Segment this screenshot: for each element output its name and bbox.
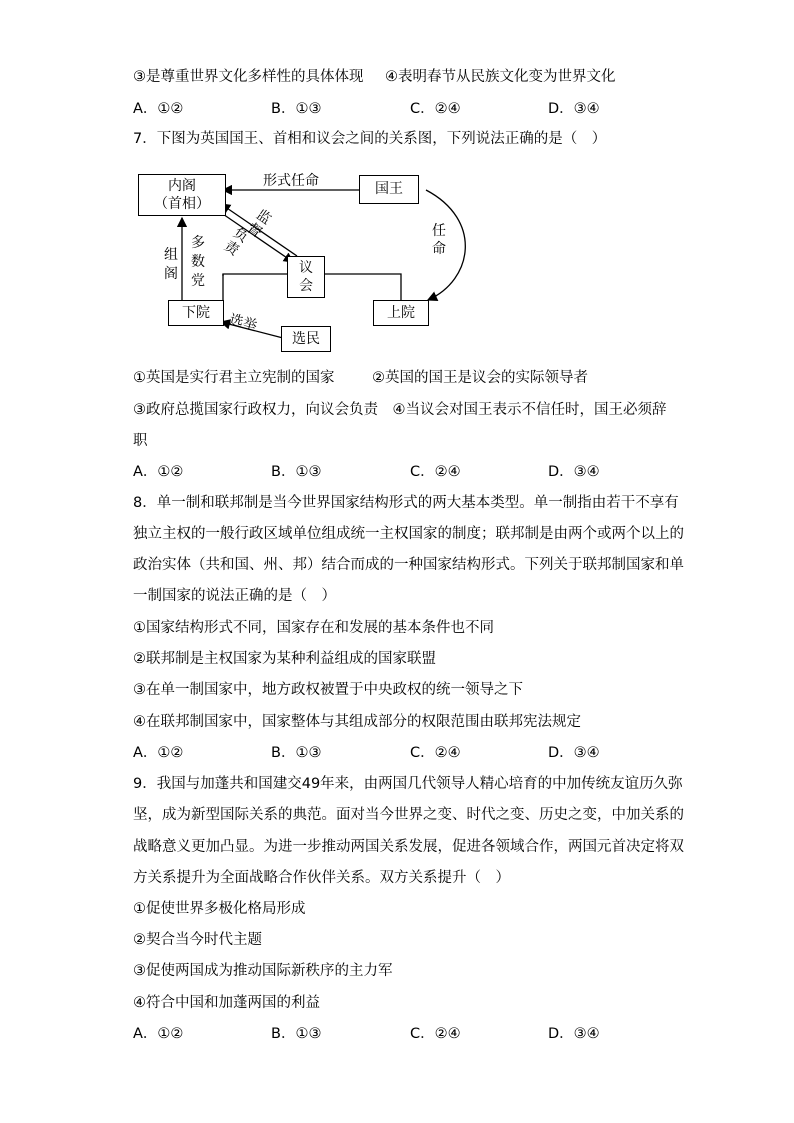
q6-statement-3: ③是尊重世界文化多样性的具体体现 bbox=[133, 69, 364, 85]
q8-statement-2: ②联邦制是主权国家为某种利益组成的国家联盟 bbox=[133, 651, 436, 667]
q8-stem-line-3: 政治实体（共和国、州、邦）结合而成的一种国家结构形式。下列关于联邦制国家和单 bbox=[133, 557, 684, 573]
q8-stem-line-4: 一制国家的说法正确的是（ ） bbox=[133, 588, 336, 604]
parliament-label-2: 会 bbox=[299, 278, 313, 294]
q8-option-b[interactable]: B．①③ bbox=[271, 745, 322, 761]
q6-options bbox=[133, 100, 673, 118]
q9-stem-line-3: 战略意义更加凸显。为进一步推动两国关系发展，促进各领域合作，两国元首决定将双 bbox=[133, 839, 684, 855]
q8-statement-1: ①国家结构形式不同，国家存在和发展的基本条件也不同 bbox=[133, 620, 494, 636]
q7-option-d[interactable]: D．③④ bbox=[548, 464, 600, 480]
q8-option-d[interactable]: D．③④ bbox=[548, 745, 600, 761]
formal-appoint-label: 形式任命 bbox=[263, 173, 319, 189]
q7-option-c[interactable]: C．②④ bbox=[410, 464, 461, 480]
q8-option-a[interactable]: A．①② bbox=[133, 745, 184, 761]
appoint-label: 任命 bbox=[432, 223, 446, 257]
q7-statement-4-cont: 职 bbox=[133, 433, 148, 449]
form-cabinet-label: 组阁 bbox=[164, 247, 178, 282]
q6-option-c[interactable]: C．②④ bbox=[410, 101, 461, 117]
upper-house-box: 上院 bbox=[373, 300, 429, 326]
q8-stem-line-2: 独立主权的一般行政区域单位组成统一主权国家的制度；联邦制是由两个或两个以上的 bbox=[133, 526, 684, 542]
q7-option-a[interactable]: A．①② bbox=[133, 464, 184, 480]
q9-option-b[interactable]: B．①③ bbox=[271, 1026, 322, 1042]
voters-box: 选民 bbox=[281, 326, 331, 352]
q6-option-a[interactable]: A．①② bbox=[133, 101, 184, 117]
q9-option-d[interactable]: D．③④ bbox=[548, 1026, 600, 1042]
q9-statement-3: ③促使两国成为推动国际新秩序的主力军 bbox=[133, 963, 393, 979]
responsible-label: 负责 bbox=[221, 224, 251, 260]
majority-party-label: 多数党 bbox=[191, 235, 205, 289]
q8-options bbox=[133, 744, 673, 762]
q9-stem-line-4: 方关系提升为全面战略合作伙伴关系。双方关系提升（ ） bbox=[133, 870, 510, 886]
q8-stem-line-1: 8．单一制和联邦制是当今世界国家结构形式的两大基本类型。单一制指由若干不享有 bbox=[133, 495, 679, 511]
q9-stem-line-1: 9．我国与加蓬共和国建交49年来，由两国几代领导人精心培育的中加传统友谊历久弥 bbox=[133, 776, 683, 792]
prime-minister-label: （首相） bbox=[154, 196, 210, 212]
elect-label: 选举 bbox=[227, 311, 259, 335]
king-box: 国王 bbox=[359, 175, 419, 204]
q7-option-b[interactable]: B．①③ bbox=[271, 464, 322, 480]
q7-statement-3-4: ③政府总揽国家行政权力，向议会负责 ④当议会对国王表示不信任时，国王必须辞 bbox=[133, 402, 667, 418]
cabinet-box bbox=[138, 174, 226, 216]
q9-statement-2: ②契合当今时代主题 bbox=[133, 932, 262, 948]
supervise-label: 监督 bbox=[244, 206, 274, 242]
q7-options bbox=[133, 463, 673, 481]
parliament-box bbox=[287, 256, 325, 298]
uk-relationship-diagram bbox=[133, 160, 473, 360]
lower-house-box: 下院 bbox=[168, 300, 224, 326]
q9-stem-line-2: 坚，成为新型国际关系的典范。面对当今世界之变、时代之变、历史之变，中加关系的 bbox=[133, 807, 684, 823]
q6-statement-4: ④表明春节从民族文化变为世界文化 bbox=[385, 69, 616, 85]
q8-statement-3: ③在单一制国家中，地方政权被置于中央政权的统一领导之下 bbox=[133, 682, 523, 698]
q6-option-d[interactable]: D．③④ bbox=[548, 101, 600, 117]
q9-option-a[interactable]: A．①② bbox=[133, 1026, 184, 1042]
q7-stem: 7．下图为英国国王、首相和议会之间的关系图，下列说法正确的是（ ） bbox=[133, 131, 607, 147]
q9-options bbox=[133, 1025, 673, 1043]
q9-statement-1: ①促使世界多极化格局形成 bbox=[133, 901, 306, 917]
q8-option-c[interactable]: C．②④ bbox=[410, 745, 461, 761]
q8-statement-4: ④在联邦制国家中，国家整体与其组成部分的权限范围由联邦宪法规定 bbox=[133, 714, 581, 730]
q9-option-c[interactable]: C．②④ bbox=[410, 1026, 461, 1042]
parliament-label-1: 议 bbox=[299, 260, 313, 276]
q9-statement-4: ④符合中国和加蓬两国的利益 bbox=[133, 995, 320, 1011]
q7-statement-1: ①英国是实行君主立宪制的国家 bbox=[133, 370, 335, 386]
q7-statement-2: ②英国的国王是议会的实际领导者 bbox=[372, 370, 588, 386]
q6-option-b[interactable]: B．①③ bbox=[271, 101, 322, 117]
cabinet-label: 内阁 bbox=[168, 178, 196, 194]
